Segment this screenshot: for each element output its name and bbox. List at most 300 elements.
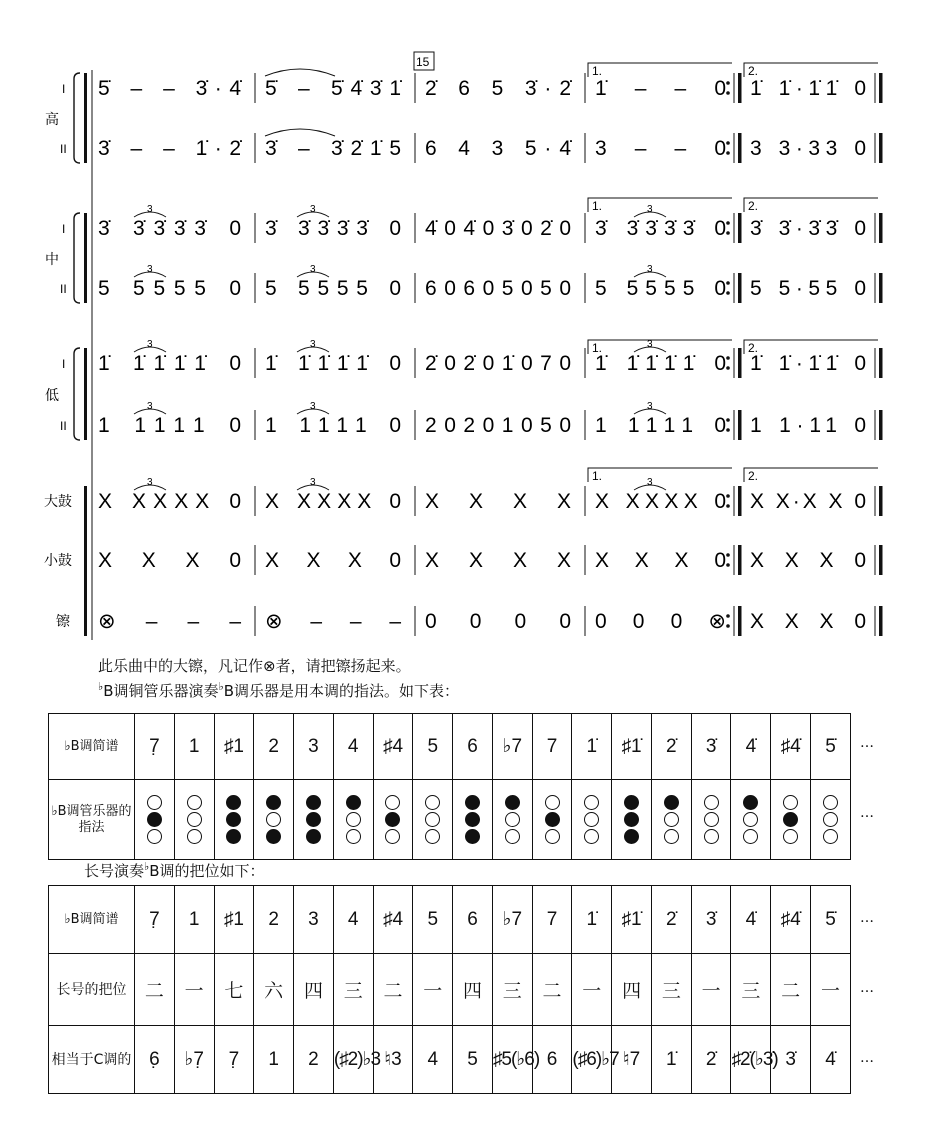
volta-label: 1. xyxy=(592,341,603,355)
valve-diagram xyxy=(226,793,241,846)
valve-diagram xyxy=(624,793,639,846)
valve-open-icon xyxy=(425,829,440,844)
valve-pressed-icon xyxy=(465,795,480,810)
fingering-cell xyxy=(373,780,413,860)
valve-open-icon xyxy=(743,829,758,844)
repeat-barline-thick xyxy=(738,410,742,440)
c-equivalent-cell: 4 xyxy=(413,1026,453,1094)
triplet-label: 3 xyxy=(147,204,153,215)
table2-ellipsis-2: … xyxy=(860,980,874,996)
valve-pressed-icon xyxy=(465,829,480,844)
valve-open-icon xyxy=(664,812,679,827)
measure-notes: X X X 0 xyxy=(750,549,866,572)
percussion-label: 镲 xyxy=(56,614,70,630)
trombone-note xyxy=(84,860,265,881)
volta-label: 2. xyxy=(748,199,759,213)
notation-cell: 2̇ xyxy=(651,714,691,780)
repeat-barline-thick xyxy=(738,213,742,243)
repeat-dot xyxy=(726,624,730,628)
valve-diagram xyxy=(783,793,798,846)
table-header-position: 长号的把位 xyxy=(49,954,135,1026)
c-equivalent-cell: ♮7 xyxy=(612,1026,652,1094)
trombone-note-part-a: 长号演奏 xyxy=(84,862,145,880)
measure-notes: X X·X X 0 xyxy=(750,490,866,513)
notation-cell: 3̇ xyxy=(691,714,731,780)
notation-cell: 6 xyxy=(453,714,493,780)
valve-open-icon xyxy=(704,812,719,827)
measure-notes: 3̇ 3̇·3̇3̇ 0 xyxy=(750,217,866,240)
brass-note-part-a: B调铜管乐器演奏 xyxy=(103,682,219,700)
flat-sign: ♭ xyxy=(144,860,150,873)
valve-diagram xyxy=(743,793,758,846)
triplet-label: 3 xyxy=(647,339,653,350)
table-row xyxy=(49,1026,851,1094)
measure-notes: X X X 0 xyxy=(595,549,726,572)
group-bracket xyxy=(74,73,80,163)
valve-open-icon xyxy=(704,829,719,844)
measure-notes: X XXXX 0 xyxy=(98,490,241,513)
notation-cell: 4 xyxy=(333,714,373,780)
fingering-cell xyxy=(174,780,214,860)
fingering-cell xyxy=(811,780,851,860)
slur xyxy=(265,129,335,136)
staff-brace xyxy=(84,486,87,636)
measure-notes: 6 4 3 5·4̇ xyxy=(425,137,571,160)
repeat-barline-thick xyxy=(738,486,742,516)
notation-cell: ♭7 xyxy=(492,886,532,954)
valve-open-icon xyxy=(664,829,679,844)
measure-notes: 3̇ – 3̇2̇1̇5 xyxy=(265,137,401,160)
notation-cell: ♭7 xyxy=(492,714,532,780)
valve-diagram xyxy=(823,793,838,846)
staff-brace xyxy=(84,348,87,440)
flat-sign: ♭ xyxy=(98,680,104,693)
repeat-dot xyxy=(726,418,730,422)
measure-notes: 4̇04̇03̇02̇0 xyxy=(425,217,571,240)
triplet-label: 3 xyxy=(147,339,153,350)
notation-cell: ♯4 xyxy=(373,886,413,954)
triplet-label: 3 xyxy=(647,264,653,275)
valve-diagram xyxy=(545,793,560,846)
brass-fingering-note xyxy=(98,680,459,701)
valve-open-icon xyxy=(584,829,599,844)
volta-label: 1. xyxy=(592,64,603,78)
position-cell: 一 xyxy=(691,954,731,1026)
valve-open-icon xyxy=(505,829,520,844)
valve-open-icon xyxy=(266,812,281,827)
c-equivalent-cell: 2̇ xyxy=(691,1026,731,1094)
part-label: II xyxy=(60,282,67,296)
fingering-cell xyxy=(413,780,453,860)
notation-cell: ♯4̇ xyxy=(771,714,811,780)
valve-pressed-icon xyxy=(664,795,679,810)
measure-notes: 1 1111 0 xyxy=(265,414,401,437)
final-barline-thick xyxy=(879,73,883,103)
repeat-barline-thick xyxy=(738,273,742,303)
measure-notes: 60605050 xyxy=(425,277,571,300)
valve-open-icon xyxy=(425,795,440,810)
c-equivalent-cell: 2 xyxy=(294,1026,334,1094)
position-cell: 四 xyxy=(612,954,652,1026)
notation-cell: 4̇ xyxy=(731,886,771,954)
notation-cell: 1̇ xyxy=(572,886,612,954)
valve-pressed-icon xyxy=(306,829,321,844)
volta-label: 2. xyxy=(748,469,759,483)
c-equivalent-cell: ♮3 xyxy=(373,1026,413,1094)
repeat-dot xyxy=(726,281,730,285)
brass-note-part-b: B调乐器是用本调的指法。如下表： xyxy=(223,682,459,700)
c-equivalent-cell: 6 xyxy=(532,1026,572,1094)
measure-notes: 3̇ – – 1̇·2̇ xyxy=(98,137,241,160)
notation-cell: 2 xyxy=(254,886,294,954)
c-equivalent-cell: 1 xyxy=(254,1026,294,1094)
table-row xyxy=(49,954,851,1026)
final-barline-thick xyxy=(879,348,883,378)
table-header-c-equivalent: 相当于C调的 xyxy=(49,1026,135,1094)
triplet-label: 3 xyxy=(147,477,153,488)
part-label: I xyxy=(62,82,66,96)
rehearsal-mark: 15 xyxy=(416,55,430,69)
valve-open-icon xyxy=(823,829,838,844)
measure-notes: 1̇ 1̇·1̇1̇ 0 xyxy=(750,77,866,100)
valve-open-icon xyxy=(147,829,162,844)
valve-open-icon xyxy=(385,829,400,844)
measure-notes: 2̇02̇01̇070 xyxy=(425,352,571,375)
valve-pressed-icon xyxy=(505,795,520,810)
triplet-label: 3 xyxy=(310,339,316,350)
valve-pressed-icon xyxy=(783,812,798,827)
valve-open-icon xyxy=(823,795,838,810)
final-barline-thick xyxy=(879,410,883,440)
valve-open-icon xyxy=(704,795,719,810)
c-equivalent-cell: 4̇ xyxy=(811,1026,851,1094)
measure-notes: 3̇ 3̇3̇3̇3̇ 0 xyxy=(98,217,241,240)
triplet-label: 3 xyxy=(147,401,153,412)
fingering-cell xyxy=(532,780,572,860)
table-row xyxy=(49,714,851,780)
valve-pressed-icon xyxy=(226,812,241,827)
position-cell: 三 xyxy=(492,954,532,1026)
repeat-dot xyxy=(726,494,730,498)
volta-label: 2. xyxy=(748,341,759,355)
repeat-dot xyxy=(726,81,730,85)
final-barline-thick xyxy=(879,273,883,303)
valve-open-icon xyxy=(584,812,599,827)
valve-open-icon xyxy=(346,812,361,827)
table-row xyxy=(49,780,851,860)
group-bracket xyxy=(74,348,80,440)
valve-pressed-icon xyxy=(385,812,400,827)
triplet-label: 3 xyxy=(310,204,316,215)
valve-pressed-icon xyxy=(306,812,321,827)
measure-notes: 3 – – 0 xyxy=(595,137,726,160)
fingering-cell xyxy=(254,780,294,860)
measure-notes: 3̇ 3̇3̇3̇3̇ 0 xyxy=(595,217,726,240)
valve-pressed-icon xyxy=(624,812,639,827)
valve-open-icon xyxy=(823,812,838,827)
triplet-label: 3 xyxy=(310,401,316,412)
repeat-dot xyxy=(726,366,730,370)
measure-notes: 1 1111 0 xyxy=(98,414,241,437)
valve-pressed-icon xyxy=(545,812,560,827)
measure-notes: 5 5555 0 xyxy=(265,277,401,300)
final-barline-thick xyxy=(879,133,883,163)
valve-diagram xyxy=(306,793,321,846)
position-cell: 一 xyxy=(572,954,612,1026)
table-header-notation: ♭B调简谱 xyxy=(49,886,135,954)
measure-notes: ⊗ – – – xyxy=(98,610,241,633)
fingering-cell xyxy=(333,780,373,860)
measure-notes: 20201050 xyxy=(425,414,571,437)
measure-notes: 5̇ – 5̇4̇3̇1̇ xyxy=(265,77,401,100)
valve-open-icon xyxy=(187,812,202,827)
position-cell: 三 xyxy=(333,954,373,1026)
repeat-dot xyxy=(726,563,730,567)
notation-cell: 3 xyxy=(294,886,334,954)
staff-brace xyxy=(84,73,87,163)
table-row xyxy=(49,886,851,954)
position-cell: 二 xyxy=(771,954,811,1026)
valve-open-icon xyxy=(425,812,440,827)
valve-open-icon xyxy=(147,795,162,810)
notation-cell: 2 xyxy=(254,714,294,780)
valve-diagram xyxy=(187,793,202,846)
fingering-cell xyxy=(771,780,811,860)
measure-notes: X X X X xyxy=(425,549,571,572)
triplet-label: 3 xyxy=(310,477,316,488)
valve-pressed-icon xyxy=(624,829,639,844)
measure-notes: 5 5555 0 xyxy=(98,277,241,300)
valve-open-icon xyxy=(187,795,202,810)
notation-cell: 1 xyxy=(174,714,214,780)
repeat-dot xyxy=(726,151,730,155)
c-equivalent-cell: 7̣ xyxy=(214,1026,254,1094)
repeat-barline-thick xyxy=(738,348,742,378)
fingering-cell xyxy=(453,780,493,860)
group-label: 高 xyxy=(45,112,59,128)
volta-bracket xyxy=(588,198,732,212)
fingering-cell xyxy=(691,780,731,860)
fingering-cell xyxy=(135,780,175,860)
part-label: I xyxy=(62,222,66,236)
notation-cell: 2̇ xyxy=(651,886,691,954)
valve-pressed-icon xyxy=(226,795,241,810)
part-label: I xyxy=(62,357,66,371)
measure-notes: X X X X xyxy=(425,490,571,513)
c-equivalent-cell: ♭7̣ xyxy=(174,1026,214,1094)
volta-bracket xyxy=(588,468,732,482)
repeat-dot xyxy=(726,141,730,145)
repeat-dot xyxy=(726,291,730,295)
notation-cell: ♯1 xyxy=(214,714,254,780)
valve-diagram xyxy=(664,793,679,846)
notation-cell: 5̇ xyxy=(811,714,851,780)
triplet-label: 3 xyxy=(647,204,653,215)
measure-notes: 3̇ 3̇3̇3̇3̇ 0 xyxy=(265,217,401,240)
measure-notes: 0 0 0 0 xyxy=(425,610,571,633)
notation-cell: 1 xyxy=(174,886,214,954)
volta-bracket xyxy=(744,468,878,482)
valve-pressed-icon xyxy=(346,795,361,810)
repeat-barline-thick xyxy=(738,606,742,636)
fingering-table xyxy=(48,713,851,860)
repeat-barline-thick xyxy=(738,545,742,575)
final-barline-thick xyxy=(879,606,883,636)
notation-cell: 7 xyxy=(532,886,572,954)
notation-cell: ♯1̇ xyxy=(612,886,652,954)
c-equivalent-cell: 3̇ xyxy=(771,1026,811,1094)
valve-open-icon xyxy=(187,829,202,844)
notation-cell: 4 xyxy=(333,886,373,954)
valve-open-icon xyxy=(584,795,599,810)
final-barline-thick xyxy=(879,486,883,516)
volta-bracket xyxy=(588,340,732,354)
valve-open-icon xyxy=(783,795,798,810)
repeat-dot xyxy=(726,356,730,360)
valve-open-icon xyxy=(743,812,758,827)
valve-diagram xyxy=(346,793,361,846)
cymbal-note: 此乐曲中的大镲，凡记作⊗者，请把镲扬起来。 xyxy=(98,657,411,675)
fingering-cell xyxy=(572,780,612,860)
position-cell: 六 xyxy=(254,954,294,1026)
group-bracket xyxy=(74,213,80,303)
part-label: II xyxy=(60,142,67,156)
notation-cell: 6 xyxy=(453,886,493,954)
position-cell: 二 xyxy=(373,954,413,1026)
valve-diagram xyxy=(147,793,162,846)
valve-pressed-icon xyxy=(306,795,321,810)
position-cell: 一 xyxy=(811,954,851,1026)
triplet-label: 3 xyxy=(647,401,653,412)
volta-label: 2. xyxy=(748,64,759,78)
final-barline-thick xyxy=(879,545,883,575)
valve-open-icon xyxy=(545,829,560,844)
table-header-fingering: ♭B调管乐器的指法 xyxy=(49,780,135,860)
notation-cell: 5 xyxy=(413,714,453,780)
valve-diagram xyxy=(425,793,440,846)
measure-notes: X XXXX 0 xyxy=(595,490,726,513)
position-cell: 四 xyxy=(453,954,493,1026)
triplet-label: 3 xyxy=(647,477,653,488)
measure-notes: X XXXX 0 xyxy=(265,490,401,513)
notation-cell: 3̇ xyxy=(691,886,731,954)
valve-open-icon xyxy=(346,829,361,844)
c-equivalent-cell: ♯5(♭6) xyxy=(492,1026,532,1094)
valve-pressed-icon xyxy=(266,795,281,810)
measure-notes: ⊗ – – – xyxy=(265,610,401,633)
position-cell: 三 xyxy=(651,954,691,1026)
final-barline-thick xyxy=(879,213,883,243)
valve-diagram xyxy=(584,793,599,846)
valve-open-icon xyxy=(505,812,520,827)
staff-brace xyxy=(84,213,87,303)
part-label: II xyxy=(60,419,67,433)
measure-notes: 1 1·11 0 xyxy=(750,414,866,437)
valve-diagram xyxy=(465,793,480,846)
percussion-label: 小鼓 xyxy=(44,553,72,569)
triplet-label: 3 xyxy=(147,264,153,275)
repeat-dot xyxy=(726,231,730,235)
notation-cell: 4̇ xyxy=(731,714,771,780)
notation-cell: 5̇ xyxy=(811,886,851,954)
fingering-cell xyxy=(651,780,691,860)
measure-notes: 1 1111 0 xyxy=(595,414,726,437)
measure-notes: 2̇ 6 5 3̇·2̇ xyxy=(425,77,571,100)
notation-cell: 7̣ xyxy=(135,886,175,954)
fingering-cell xyxy=(294,780,334,860)
table-header-notation: ♭B调简谱 xyxy=(49,714,135,780)
c-equivalent-cell: 6̣ xyxy=(135,1026,175,1094)
notation-cell: ♯4̇ xyxy=(771,886,811,954)
position-cell: 一 xyxy=(413,954,453,1026)
c-equivalent-cell: 1̇ xyxy=(651,1026,691,1094)
volta-bracket xyxy=(588,63,732,77)
position-cell: 二 xyxy=(532,954,572,1026)
fingering-cell xyxy=(492,780,532,860)
measure-notes: 5 5·55 0 xyxy=(750,277,866,300)
valve-pressed-icon xyxy=(465,812,480,827)
group-label: 中 xyxy=(45,252,59,268)
measure-notes: X X X 0 xyxy=(750,610,866,633)
repeat-dot xyxy=(726,504,730,508)
notation-cell: ♯1̇ xyxy=(612,714,652,780)
repeat-barline-thick xyxy=(738,133,742,163)
volta-label: 1. xyxy=(592,199,603,213)
notation-cell: 5 xyxy=(413,886,453,954)
fingering-cell xyxy=(731,780,771,860)
c-equivalent-cell: 5 xyxy=(453,1026,493,1094)
notation-cell: 1̇ xyxy=(572,714,612,780)
flat-sign: ♭ xyxy=(218,680,224,693)
repeat-barline-thick xyxy=(738,73,742,103)
measure-notes: X X X 0 xyxy=(98,549,241,572)
table1-ellipsis-2: … xyxy=(860,805,874,821)
valve-diagram xyxy=(505,793,520,846)
valve-pressed-icon xyxy=(266,829,281,844)
table2-ellipsis-3: … xyxy=(860,1050,874,1066)
triplet-label: 3 xyxy=(310,264,316,275)
measure-notes: 1̇ 1̇·1̇1̇ 0 xyxy=(750,352,866,375)
valve-diagram xyxy=(385,793,400,846)
c-equivalent-cell: (♯2)♭3 xyxy=(333,1026,373,1094)
measure-notes: 1̇ 1̇1̇1̇1̇ 0 xyxy=(265,352,401,375)
table1-ellipsis: … xyxy=(860,735,874,751)
position-cell: 四 xyxy=(294,954,334,1026)
notation-cell: 7 xyxy=(532,714,572,780)
repeat-dot xyxy=(726,428,730,432)
measure-notes: 3 3·33 0 xyxy=(750,137,866,160)
measure-notes: 1̇ 1̇1̇1̇1̇ 0 xyxy=(595,352,726,375)
valve-pressed-icon xyxy=(226,829,241,844)
c-equivalent-cell: (♯6)♭7 xyxy=(572,1026,612,1094)
valve-open-icon xyxy=(545,795,560,810)
measure-notes: 1̇ 1̇1̇1̇1̇ 0 xyxy=(98,352,241,375)
position-cell: 二 xyxy=(135,954,175,1026)
valve-open-icon xyxy=(385,795,400,810)
percussion-label: 大鼓 xyxy=(44,494,72,510)
volta-bracket xyxy=(744,198,878,212)
valve-diagram xyxy=(704,793,719,846)
table2-ellipsis: … xyxy=(860,910,874,926)
fingering-cell xyxy=(612,780,652,860)
valve-pressed-icon xyxy=(743,795,758,810)
notation-cell: 3 xyxy=(294,714,334,780)
valve-open-icon xyxy=(783,829,798,844)
measure-notes: 5̇ – – 3̇·4̇ xyxy=(98,77,241,100)
valve-pressed-icon xyxy=(147,812,162,827)
c-equivalent-cell: ♯2̇(♭3̇) xyxy=(731,1026,771,1094)
fingering-cell xyxy=(214,780,254,860)
